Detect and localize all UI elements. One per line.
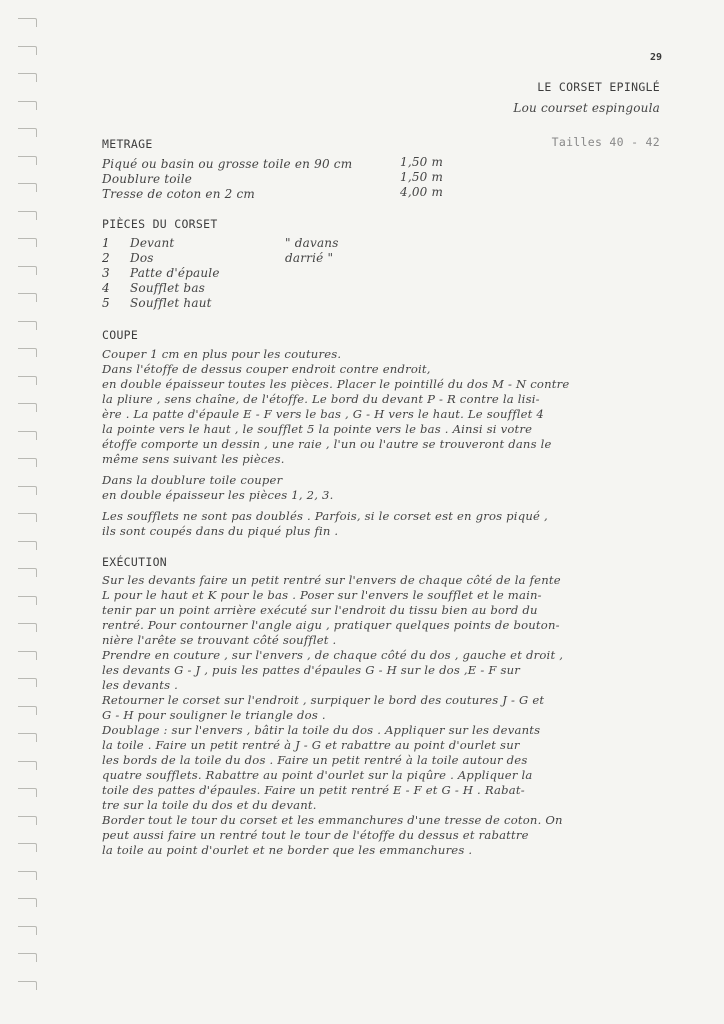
- metrage-row: [102, 185, 462, 203]
- text-line: quatre soufflets. Rabattre au point d'ourlet sur la piqûre . Appliquer la: [102, 768, 533, 782]
- metrage-qty: 1,50 m: [400, 155, 444, 169]
- page-number: 29: [649, 52, 662, 63]
- binder-hole-mark: [18, 486, 37, 495]
- metrage-label: Doublure toile: [102, 172, 193, 186]
- text-line: Sur les devants faire un petit rentré sur l'envers de chaque côté de la fente: [102, 573, 561, 587]
- piece-number: 3: [102, 266, 110, 280]
- metrage-qty: 1,50 m: [400, 170, 444, 184]
- piece-dialect: darrié ": [285, 251, 334, 265]
- binder-hole-mark: [18, 376, 37, 385]
- text-line: les devants G - J , puis les pattes d'épaules G - H sur le dos ,E - F sur: [102, 663, 521, 677]
- text-line: tre sur la toile du dos et du devant.: [102, 798, 317, 812]
- binder-hole-mark: [18, 403, 37, 412]
- binder-hole-mark: [18, 541, 37, 550]
- binder-hole-mark: [18, 678, 37, 687]
- binder-hole-mark: [18, 156, 37, 165]
- binder-hole-mark: [18, 513, 37, 522]
- text-line: en double épaisseur toutes les pièces. Placer le pointillé du dos M - N contre: [102, 377, 570, 391]
- binder-hole-mark: [18, 321, 37, 330]
- piece-number: 1: [102, 236, 110, 250]
- binder-hole-mark: [18, 953, 37, 962]
- metrage-label: Tresse de coton en 2 cm: [102, 187, 256, 201]
- text-line: peut aussi faire un rentré tout le tour de l'étoffe du dessus et rabattre: [102, 828, 529, 842]
- coupe-heading: COUPE: [102, 328, 139, 342]
- text-line: Couper 1 cm en plus pour les coutures.: [102, 347, 342, 361]
- binder-hole-mark: [18, 46, 37, 55]
- piece-number: 4: [102, 281, 110, 295]
- text-line: la pliure , sens chaîne, de l'étoffe. Le bord du devant P - R contre la lisi-: [102, 392, 540, 406]
- binder-hole-mark: [18, 981, 37, 990]
- text-line: Border tout le tour du corset et les emmanchures d'une tresse de coton. On: [102, 813, 563, 827]
- document-subtitle: Lou courset espingoula: [513, 101, 660, 115]
- text-line: Dans la doublure toile couper: [102, 473, 283, 487]
- binder-hole-mark: [18, 898, 37, 907]
- text-line: Retourner le corset sur l'endroit , surpiquer le bord des coutures J - G et: [102, 693, 545, 707]
- text-line: les devants .: [102, 678, 178, 692]
- text-line: en double épaisseur les pièces 1, 2, 3.: [102, 488, 334, 502]
- binder-hole-mark: [18, 843, 37, 852]
- document-title: LE CORSET EPINGLÉ: [537, 80, 660, 94]
- binder-hole-mark: [18, 431, 37, 440]
- sizes-label: Tailles 40 - 42: [551, 135, 660, 149]
- text-line: toile des pattes d'épaules. Faire un petit rentré E - F et G - H . Rabat-: [102, 783, 525, 797]
- binder-hole-mark: [18, 18, 37, 27]
- execution-heading: EXÉCUTION: [102, 555, 168, 569]
- binder-hole-mark: [18, 788, 37, 797]
- binder-marks: [18, 18, 38, 1008]
- binder-hole-mark: [18, 73, 37, 82]
- binder-hole-mark: [18, 266, 37, 275]
- piece-number: 2: [102, 251, 110, 265]
- text-line: nière l'arête se trouvant côté soufflet .: [102, 633, 337, 647]
- piece-name: Soufflet haut: [130, 296, 212, 310]
- text-line: étoffe comporte un dessin , une raie , l'un ou l'autre se trouveront dans le: [102, 437, 552, 451]
- binder-hole-mark: [18, 623, 37, 632]
- piece-dialect: " davans: [285, 236, 339, 250]
- text-line: Prendre en couture , sur l'envers , de chaque côté du dos , gauche et droit ,: [102, 648, 564, 662]
- text-line: même sens suivant les pièces.: [102, 452, 285, 466]
- text-line: G - H pour souligner le triangle dos .: [102, 708, 326, 722]
- text-line: L pour le haut et K pour le bas . Poser sur l'envers le soufflet et le main-: [102, 588, 542, 602]
- binder-hole-mark: [18, 183, 37, 192]
- binder-hole-mark: [18, 596, 37, 605]
- piece-name: Devant: [130, 236, 175, 250]
- metrage-heading: METRAGE: [102, 137, 153, 151]
- text-line: Doublage : sur l'envers , bâtir la toile du dos . Appliquer sur les devants: [102, 723, 541, 737]
- binder-hole-mark: [18, 651, 37, 660]
- binder-hole-mark: [18, 101, 37, 110]
- text-line: ils sont coupés dans du piqué plus fin .: [102, 524, 339, 538]
- text-line: tenir par un point arrière exécuté sur l'endroit du tissu bien au bord du: [102, 603, 538, 617]
- binder-hole-mark: [18, 293, 37, 302]
- text-line: la pointe vers le haut , le soufflet 5 la pointe vers le bas . Ainsi si votre: [102, 422, 533, 436]
- metrage-label: Piqué ou basin ou grosse toile en 90 cm: [102, 157, 353, 171]
- text-line: la toile au point d'ourlet et ne border que les emmanchures .: [102, 843, 473, 857]
- piece-name: Patte d'épaule: [130, 266, 220, 280]
- binder-hole-mark: [18, 211, 37, 220]
- piece-name: Soufflet bas: [130, 281, 206, 295]
- binder-hole-mark: [18, 871, 37, 880]
- text-line: Les soufflets ne sont pas doublés . Parfois, si le corset est en gros piqué ,: [102, 509, 548, 523]
- text-line: ère . La patte d'épaule E - F vers le bas , G - H vers le haut. Le soufflet 4: [102, 407, 544, 421]
- metrage-qty: 4,00 m: [400, 185, 444, 199]
- binder-hole-mark: [18, 926, 37, 935]
- binder-hole-mark: [18, 706, 37, 715]
- binder-hole-mark: [18, 348, 37, 357]
- text-line: la toile . Faire un petit rentré à J - G et rabattre au point d'ourlet sur: [102, 738, 520, 752]
- binder-hole-mark: [18, 128, 37, 137]
- binder-hole-mark: [18, 568, 37, 577]
- piece-name: Dos: [130, 251, 154, 265]
- binder-hole-mark: [18, 761, 37, 770]
- text-line: rentré. Pour contourner l'angle aigu , pratiquer quelques points de bouton-: [102, 618, 560, 632]
- pieces-heading: PIÈCES DU CORSET: [102, 217, 218, 231]
- binder-hole-mark: [18, 238, 37, 247]
- text-line: les bords de la toile du dos . Faire un petit rentré à la toile autour des: [102, 753, 528, 767]
- piece-number: 5: [102, 296, 110, 310]
- text-line: Dans l'étoffe de dessus couper endroit contre endroit,: [102, 362, 431, 376]
- binder-hole-mark: [18, 733, 37, 742]
- binder-hole-mark: [18, 458, 37, 467]
- binder-hole-mark: [18, 816, 37, 825]
